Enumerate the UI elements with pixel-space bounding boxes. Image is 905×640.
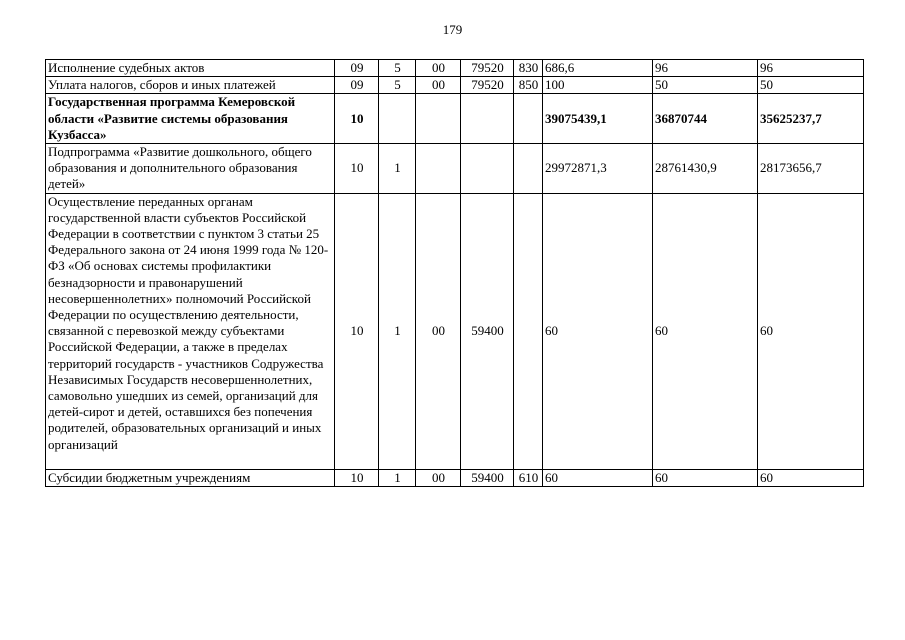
- direction-code: [461, 144, 514, 194]
- expense-type-code: [514, 193, 543, 469]
- subprogram-code: 00: [416, 60, 461, 77]
- section-code: 10: [335, 193, 379, 469]
- row-name: Исполнение судебных актов: [46, 60, 335, 77]
- program-code: 1: [379, 193, 416, 469]
- table-row: [46, 60, 864, 77]
- amount-year-2: 96: [653, 60, 758, 77]
- program-code: 5: [379, 77, 416, 94]
- table-row: [46, 144, 864, 194]
- expense-type-code: 610: [514, 469, 543, 486]
- subprogram-code: 00: [416, 193, 461, 469]
- direction-code: 79520: [461, 60, 514, 77]
- row-name: Субсидии бюджетным учреждениям: [46, 469, 335, 486]
- amount-year-3: 50: [758, 77, 864, 94]
- table-row: [46, 469, 864, 486]
- section-code: 10: [335, 94, 379, 144]
- amount-year-2: 36870744: [653, 94, 758, 144]
- amount-year-1: 60: [543, 193, 653, 469]
- table-row: [46, 77, 864, 94]
- table-row: [46, 94, 864, 144]
- table-row: [46, 193, 864, 469]
- program-code: [379, 94, 416, 144]
- amount-year-2: 60: [653, 469, 758, 486]
- amount-year-3: 60: [758, 469, 864, 486]
- section-code: 10: [335, 469, 379, 486]
- subprogram-code: [416, 144, 461, 194]
- amount-year-3: 28173656,7: [758, 144, 864, 194]
- section-code: 09: [335, 60, 379, 77]
- direction-code: 79520: [461, 77, 514, 94]
- amount-year-3: 35625237,7: [758, 94, 864, 144]
- subprogram-code: 00: [416, 469, 461, 486]
- amount-year-1: 100: [543, 77, 653, 94]
- section-code: 09: [335, 77, 379, 94]
- amount-year-1: 39075439,1: [543, 94, 653, 144]
- amount-year-1: 686,6: [543, 60, 653, 77]
- expense-type-code: 850: [514, 77, 543, 94]
- amount-year-2: 50: [653, 77, 758, 94]
- row-name: Подпрограмма «Развитие дошкольного, общего образования и дополнительного образования детей»: [46, 144, 335, 194]
- amount-year-1: 60: [543, 469, 653, 486]
- section-code: 10: [335, 144, 379, 194]
- expense-type-code: 830: [514, 60, 543, 77]
- amount-year-2: 28761430,9: [653, 144, 758, 194]
- program-code: 1: [379, 469, 416, 486]
- direction-code: [461, 94, 514, 144]
- row-name: Уплата налогов, сборов и иных платежей: [46, 77, 335, 94]
- program-code: 1: [379, 144, 416, 194]
- amount-year-2: 60: [653, 193, 758, 469]
- program-code: 5: [379, 60, 416, 77]
- budget-table: [45, 59, 864, 487]
- amount-year-3: 60: [758, 193, 864, 469]
- row-name: Государственная программа Кемеровской области «Развитие системы образования Кузбасса»: [46, 94, 335, 144]
- row-name: Осуществление переданных органам государственной власти субъектов Российской Федерации в соответствии с пунктом 3 статьи 25 Федерального закона от 24 июня 1999 года № 120-ФЗ «Об основах системы профилактики безнадзорности и правонарушений несовершеннолетних» полномочий Российской Федерации по осуществлению деятельности, связанной с перевозкой между субъектами Российской Федерации, а также в пределах территорий государств - участников Содружества Независимых Государств несовершеннолетних, самовольно ушедших из семей, организаций для детей-сирот и детей, оставшихся без попечения родителей, образовательных организаций и иных организаций: [46, 193, 335, 469]
- expense-type-code: [514, 94, 543, 144]
- subprogram-code: 00: [416, 77, 461, 94]
- page-number: 179: [442, 22, 463, 37]
- direction-code: 59400: [461, 193, 514, 469]
- subprogram-code: [416, 94, 461, 144]
- amount-year-1: 29972871,3: [543, 144, 653, 194]
- amount-year-3: 96: [758, 60, 864, 77]
- expense-type-code: [514, 144, 543, 194]
- direction-code: 59400: [461, 469, 514, 486]
